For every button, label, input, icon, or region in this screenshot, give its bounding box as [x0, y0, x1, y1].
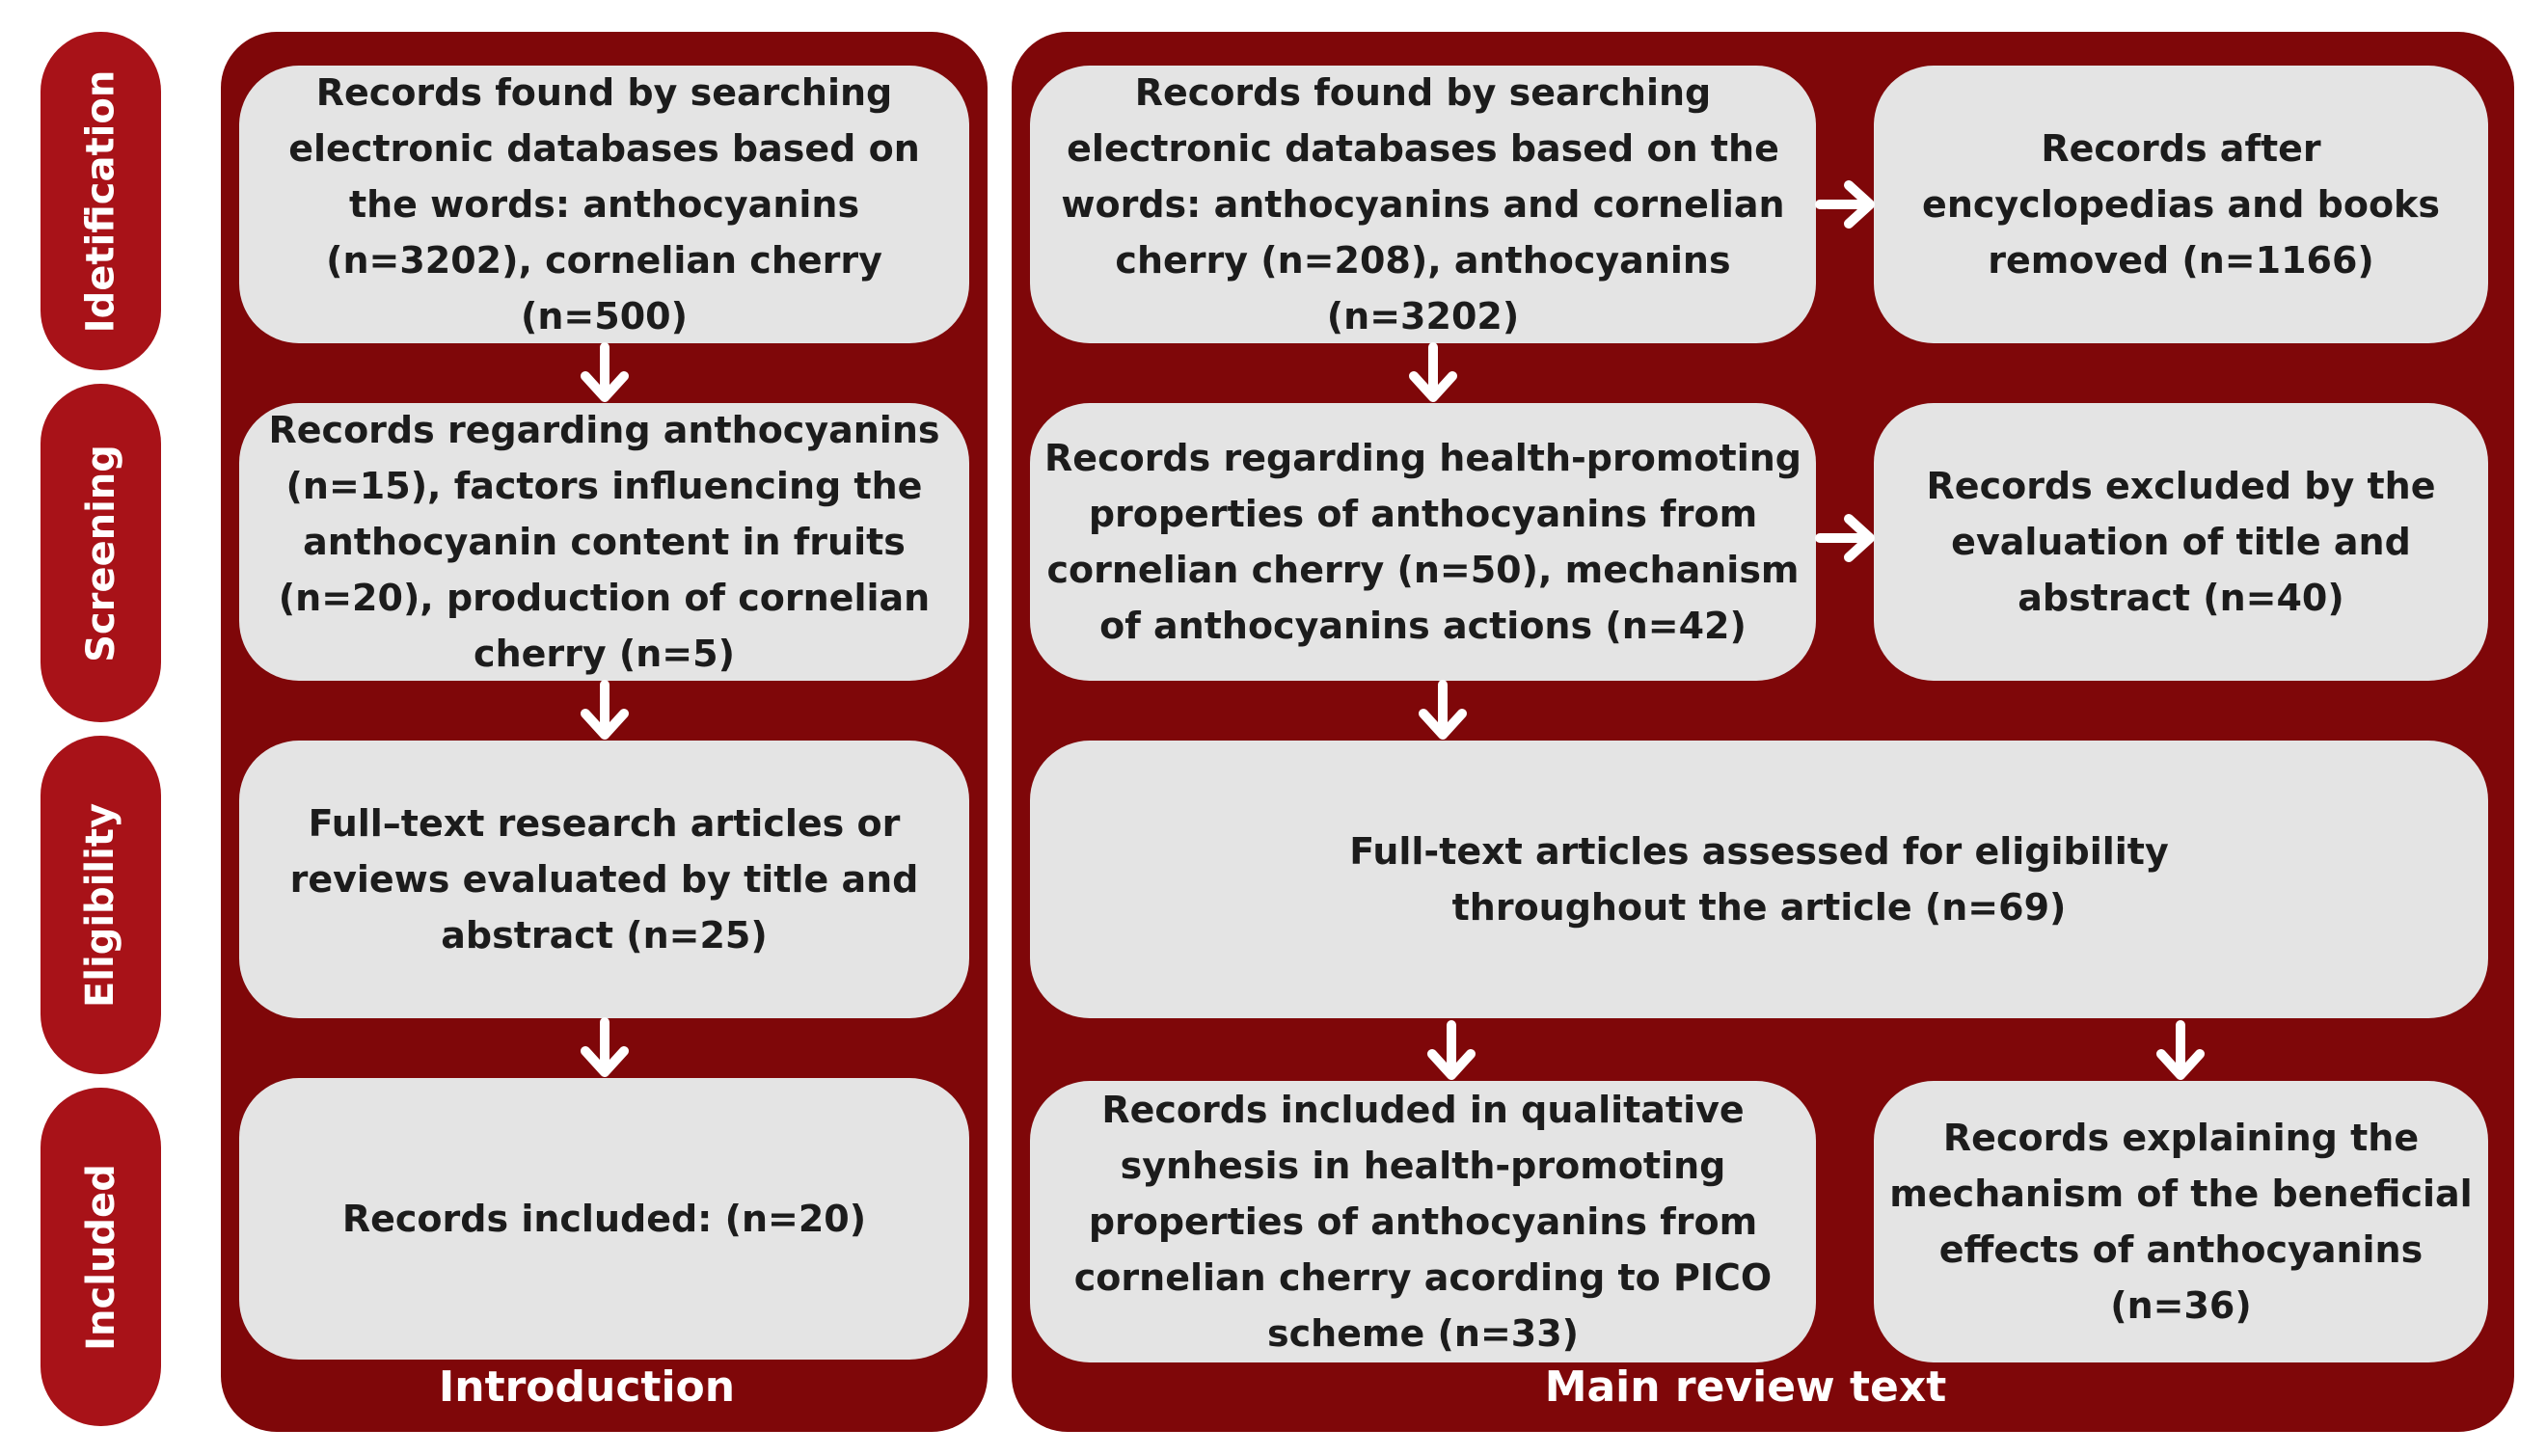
main-eligibility-box: Full-text articles assessed for eligibility throughout the article (n=69) — [1030, 741, 2488, 1018]
arrow-down-icon — [576, 681, 634, 741]
introduction-panel-title: Introduction — [438, 1362, 736, 1412]
main-records-excluded-box: Records excluded by the evaluation of title and abstract (n=40) — [1874, 403, 2488, 681]
stage-label-included: Included — [78, 1163, 123, 1351]
stage-included — [41, 1088, 161, 1426]
intro-identification-box: Records found by searching electronic databases based on the words: anthocyanins (n=3202), cornelian cherry (n=500) — [239, 66, 969, 343]
arrow-down-icon — [576, 343, 634, 403]
main-included-pico-box: Records included in qualitative synhesis in health-promoting properties of anthocyanins from cornelian cherry acording to PICO scheme (n=33) — [1030, 1081, 1816, 1362]
arrow-down-icon — [576, 1018, 634, 1078]
intro-eligibility-box: Full–text research articles or reviews evaluated by title and abstract (n=25) — [239, 741, 969, 1018]
stage-screening — [41, 384, 161, 722]
arrow-down-icon — [2152, 1021, 2209, 1081]
arrow-down-icon — [1422, 1021, 1480, 1081]
main-identification-box: Records found by searching electronic databases based on the words: anthocyanins and cornelian cherry (n=208), anthocyanins (n=3202) — [1030, 66, 1816, 343]
arrow-down-icon — [1414, 681, 1472, 741]
arrow-right-icon — [1816, 509, 1874, 567]
arrow-right-icon — [1816, 175, 1874, 233]
stage-label-identification: Idetification — [78, 69, 123, 333]
stage-label-screening: Screening — [78, 444, 123, 662]
stage-label-eligibility: Eligibility — [78, 802, 123, 1008]
stage-eligibility — [41, 736, 161, 1074]
main-screening-box: Records regarding health-promoting properties of anthocyanins from cornelian cherry (n=50), mechanism of anthocyanins actions (n=42) — [1030, 403, 1816, 681]
arrow-down-icon — [1404, 343, 1462, 403]
main-records-removed-box: Records after encyclopedias and books removed (n=1166) — [1874, 66, 2488, 343]
main-review-panel-title: Main review text — [1544, 1362, 1947, 1412]
main-included-mechanism-box: Records explaining the mechanism of the beneficial effects of anthocyanins (n=36) — [1874, 1081, 2488, 1362]
intro-included-box: Records included: (n=20) — [239, 1078, 969, 1360]
stage-identification — [41, 32, 161, 370]
intro-screening-box: Records regarding anthocyanins (n=15), factors influencing the anthocyanin content in fruits (n=20), production of cornelian cherry (n=5) — [239, 403, 969, 681]
